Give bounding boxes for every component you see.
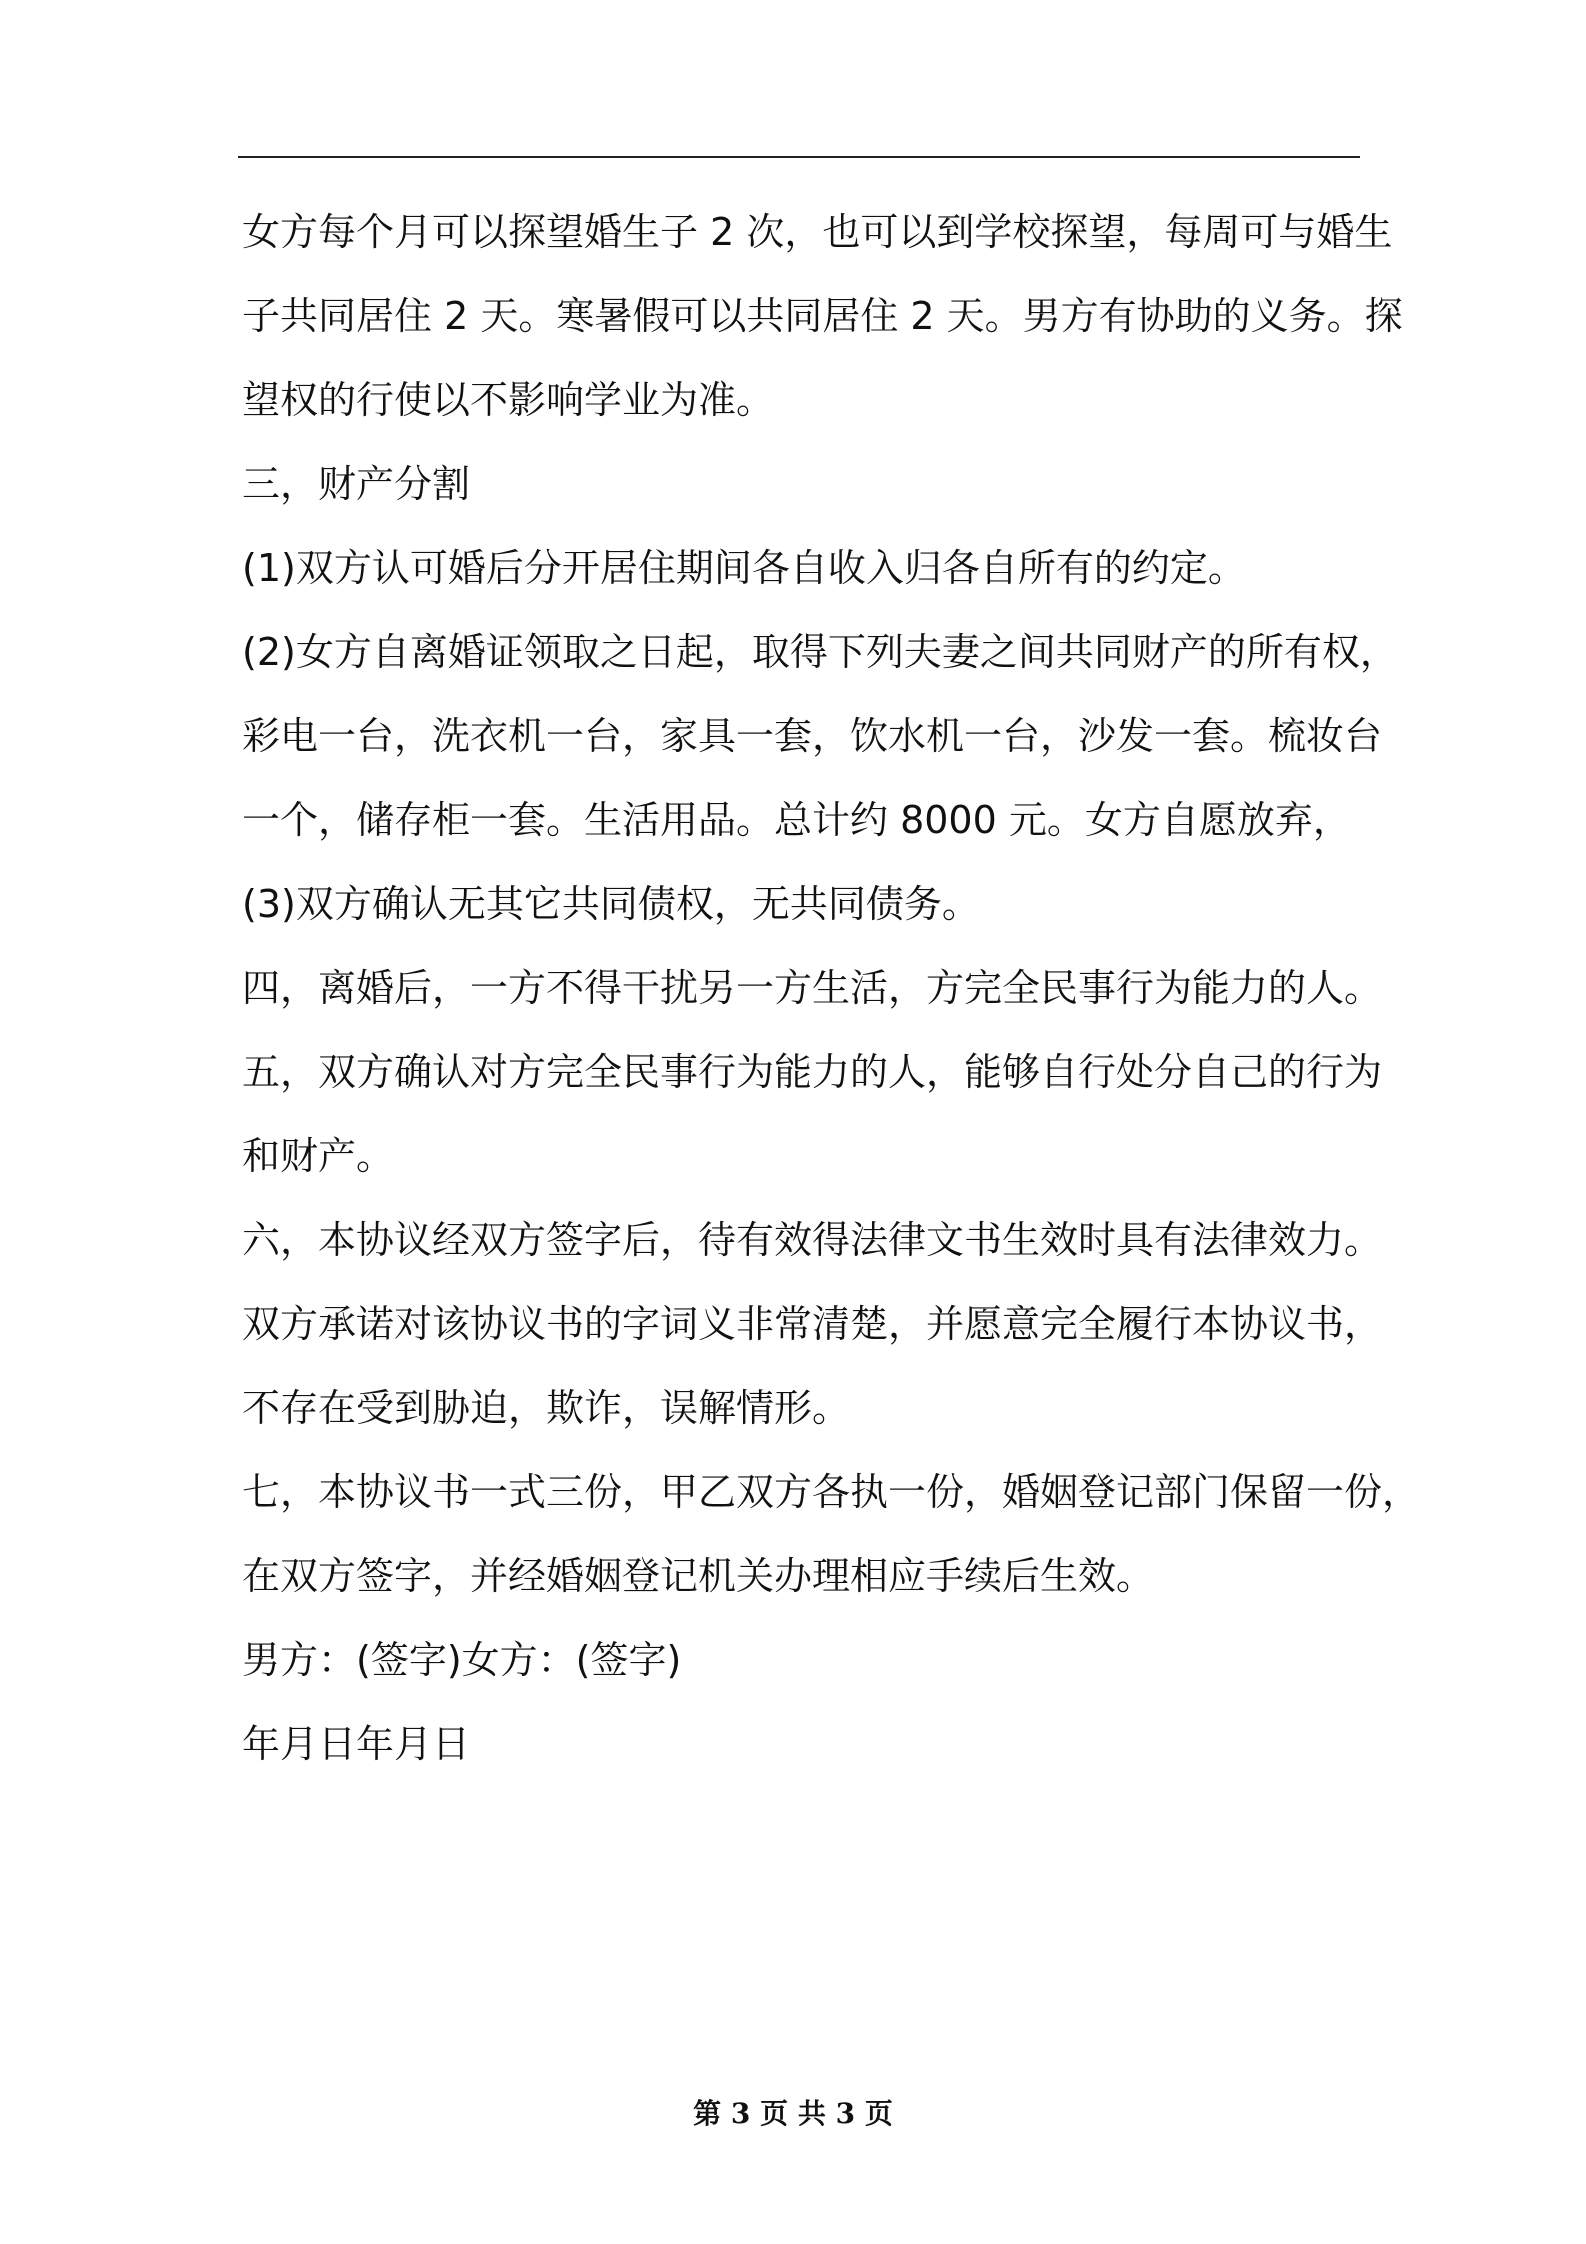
signature-line: 男方：(签字)女方：(签字) xyxy=(242,1638,682,1682)
text-line: (2)女方自离婚证领取之日起，取得下列夫妻之间共同财产的所有权， xyxy=(242,630,1398,674)
text-line: 双方承诺对该协议书的字词义非常清楚，并愿意完全履行本协议书， xyxy=(242,1302,1383,1346)
text-line: 七，本协议书一式三份，甲乙双方各执一份，婚姻登记部门保留一份， xyxy=(242,1470,1421,1514)
text-line: 望权的行使以不影响学业为准。 xyxy=(242,378,775,422)
text-line: 六，本协议经双方签字后，待有效得法律文书生效时具有法律效力。 xyxy=(242,1218,1383,1262)
text-line: 五，双方确认对方完全民事行为能力的人，能够自行处分自己的行为 xyxy=(242,1050,1383,1094)
text-line: 女方每个月可以探望婚生子 2 次，也可以到学校探望，每周可与婚生 xyxy=(242,210,1393,254)
text-line: 四，离婚后，一方不得干扰另一方生活，方完全民事行为能力的人。 xyxy=(242,966,1383,1010)
page-number-footer: 第 3 页 共 3 页 xyxy=(693,2097,893,2130)
document-body xyxy=(242,190,1421,1786)
text-line: 和财产。 xyxy=(242,1134,395,1178)
section-heading: 三，财产分割 xyxy=(242,462,471,506)
text-line: (1)双方认可婚后分开居住期间各自收入归各自所有的约定。 xyxy=(242,546,1246,590)
text-line: 在双方签字，并经婚姻登记机关办理相应手续后生效。 xyxy=(242,1554,1155,1598)
text-line: 不存在受到胁迫，欺诈，误解情形。 xyxy=(242,1386,851,1430)
date-line: 年月日年月日 xyxy=(242,1722,471,1766)
header-rule xyxy=(238,156,1360,158)
text-line: 子共同居住 2 天。寒暑假可以共同居住 2 天。男方有协助的义务。探 xyxy=(242,294,1403,338)
text-line: 一个，储存柜一套。生活用品。总计约 8000 元。女方自愿放弃， xyxy=(242,798,1351,842)
text-line: (3)双方确认无其它共同债权，无共同债务。 xyxy=(242,882,980,926)
text-line: 彩电一台，洗衣机一台，家具一套，饮水机一台，沙发一套。梳妆台 xyxy=(242,714,1383,758)
